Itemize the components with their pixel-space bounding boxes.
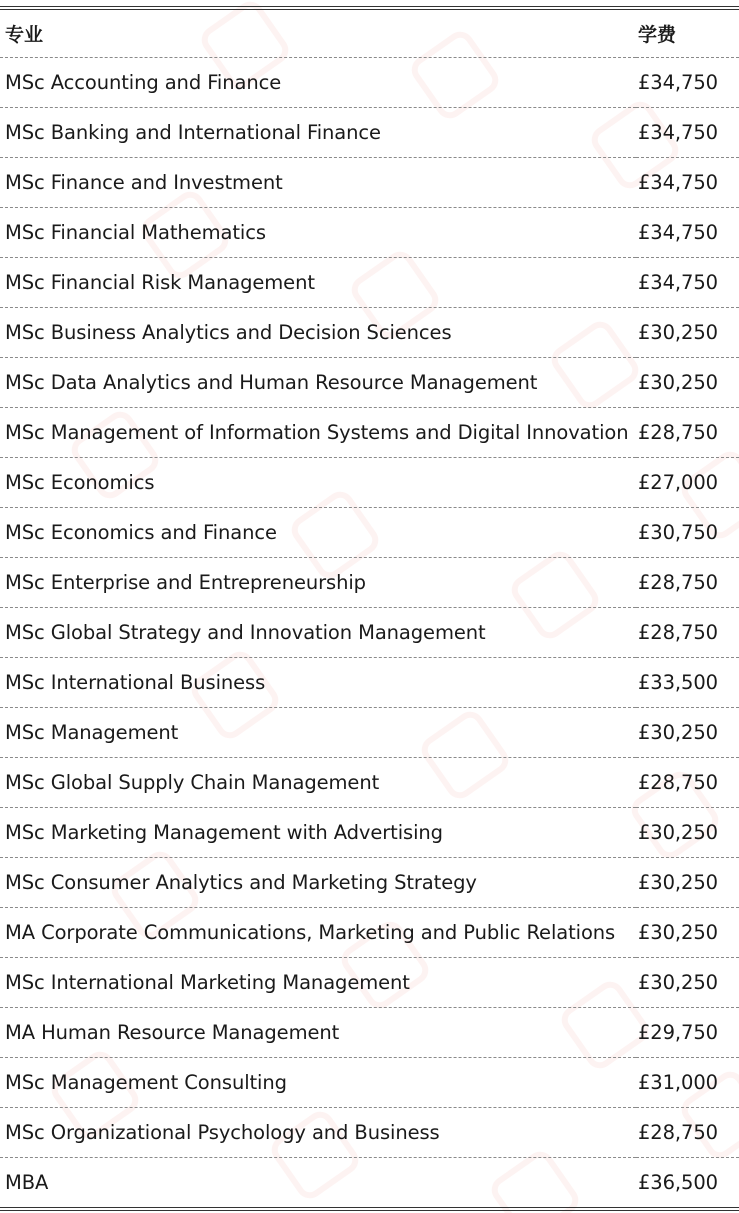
fee-cell: £28,750 [636, 558, 739, 608]
table-row [0, 408, 739, 458]
major-cell: MSc Enterprise and Entrepreneurship [0, 558, 636, 608]
table-header-row [0, 10, 739, 58]
major-cell: MSc Financial Mathematics [0, 208, 636, 258]
table-row [0, 208, 739, 258]
fee-cell: £31,000 [636, 1058, 739, 1108]
header-fee: 学费 [636, 10, 739, 58]
table-row [0, 108, 739, 158]
major-cell: MSc Economics [0, 458, 636, 508]
fee-cell: £30,250 [636, 358, 739, 408]
fee-cell: £28,750 [636, 758, 739, 808]
major-cell: MSc Economics and Finance [0, 508, 636, 558]
header-major: 专业 [0, 10, 636, 58]
tuition-table [0, 10, 739, 1208]
table-row [0, 358, 739, 408]
fee-cell: £30,750 [636, 508, 739, 558]
major-cell: MSc Management Consulting [0, 1058, 636, 1108]
table-row [0, 1058, 739, 1108]
fee-cell: £27,000 [636, 458, 739, 508]
table-row [0, 958, 739, 1008]
major-cell: MSc Global Strategy and Innovation Management [0, 608, 636, 658]
fee-cell: £34,750 [636, 58, 739, 108]
tuition-table-container [0, 6, 739, 1211]
major-cell: MSc Business Analytics and Decision Sciences [0, 308, 636, 358]
fee-cell: £30,250 [636, 958, 739, 1008]
fee-cell: £34,750 [636, 108, 739, 158]
fee-cell: £28,750 [636, 608, 739, 658]
fee-cell: £30,250 [636, 908, 739, 958]
table-row [0, 658, 739, 708]
major-cell: MSc Finance and Investment [0, 158, 636, 208]
fee-cell: £30,250 [636, 308, 739, 358]
major-cell: MSc Management of Information Systems and Digital Innovation [0, 408, 636, 458]
major-cell: MSc Organizational Psychology and Business [0, 1108, 636, 1158]
fee-cell: £28,750 [636, 408, 739, 458]
major-cell: MA Human Resource Management [0, 1008, 636, 1058]
fee-cell: £34,750 [636, 158, 739, 208]
table-row [0, 708, 739, 758]
fee-cell: £28,750 [636, 1108, 739, 1158]
fee-cell: £29,750 [636, 1008, 739, 1058]
table-row [0, 1158, 739, 1208]
table-row [0, 458, 739, 508]
fee-cell: £30,250 [636, 808, 739, 858]
major-cell: MSc Global Supply Chain Management [0, 758, 636, 808]
table-row [0, 558, 739, 608]
table-row [0, 608, 739, 658]
major-cell: MSc International Marketing Management [0, 958, 636, 1008]
fee-cell: £30,250 [636, 708, 739, 758]
table-row [0, 858, 739, 908]
major-cell: MA Corporate Communications, Marketing and Public Relations [0, 908, 636, 958]
table-row [0, 308, 739, 358]
major-cell: MBA [0, 1158, 636, 1208]
fee-cell: £30,250 [636, 858, 739, 908]
table-row [0, 58, 739, 108]
table-row [0, 1008, 739, 1058]
major-cell: MSc Management [0, 708, 636, 758]
major-cell: MSc Financial Risk Management [0, 258, 636, 308]
fee-cell: £34,750 [636, 208, 739, 258]
table-row [0, 158, 739, 208]
table-row [0, 1108, 739, 1158]
fee-cell: £34,750 [636, 258, 739, 308]
major-cell: MSc Consumer Analytics and Marketing Strategy [0, 858, 636, 908]
table-body [0, 58, 739, 1208]
table-row [0, 258, 739, 308]
table-bottom-rule [0, 1210, 739, 1211]
fee-cell: £36,500 [636, 1158, 739, 1208]
table-row [0, 508, 739, 558]
table-row [0, 808, 739, 858]
table-row [0, 908, 739, 958]
fee-cell: £33,500 [636, 658, 739, 708]
major-cell: MSc Accounting and Finance [0, 58, 636, 108]
table-row [0, 758, 739, 808]
major-cell: MSc Banking and International Finance [0, 108, 636, 158]
major-cell: MSc Marketing Management with Advertising [0, 808, 636, 858]
major-cell: MSc International Business [0, 658, 636, 708]
major-cell: MSc Data Analytics and Human Resource Management [0, 358, 636, 408]
